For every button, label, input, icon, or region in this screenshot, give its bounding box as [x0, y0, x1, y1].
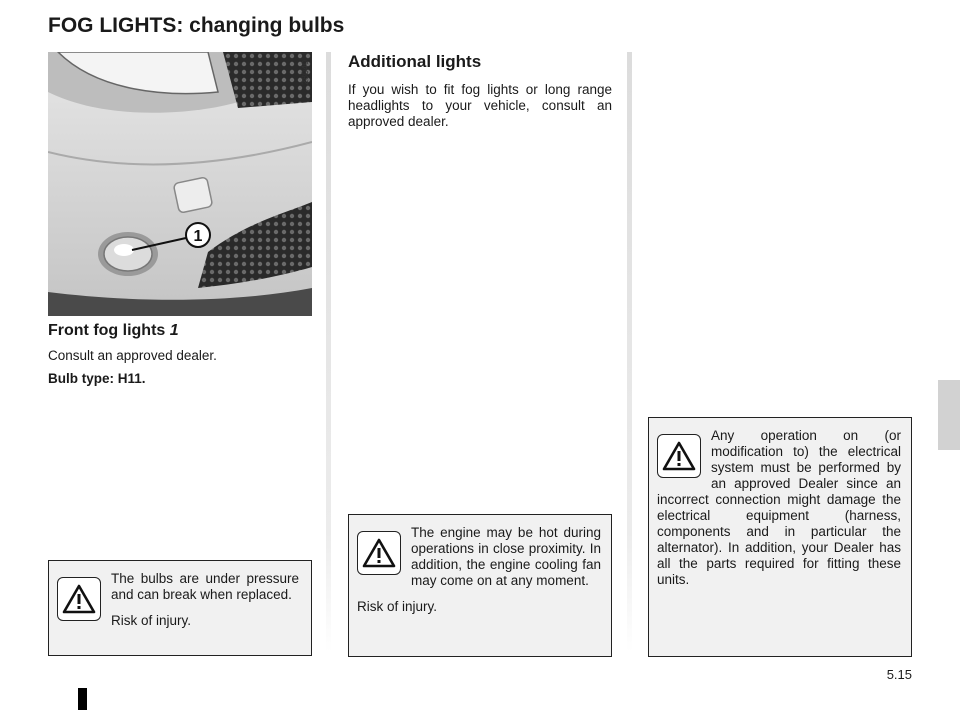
warning-engine-text: The engine may be hot during operations in close proximity. In addition, the engine cooling fan may come on at any moment.: [411, 525, 601, 588]
warning-triangle-icon: [57, 577, 101, 621]
front-fog-section: [48, 322, 312, 387]
additional-heading: Additional lights: [348, 52, 482, 71]
additional-text: If you wish to fit fog lights or long range headlights to your vehicle, consult an approved dealer.: [348, 82, 612, 129]
bulb-type: Bulb type: H11.: [48, 371, 146, 386]
callout-number: 1: [193, 228, 203, 245]
warning-bulbs-text: The bulbs are under pressure and can break when replaced.: [111, 571, 299, 602]
warning-bulbs-risk: Risk of injury.: [111, 613, 192, 628]
warning-engine-risk: Risk of injury.: [357, 599, 438, 614]
warning-triangle-icon: [357, 531, 401, 575]
figure-code: 28040: [300, 60, 310, 86]
front-fog-heading: Front fog lights 1: [48, 322, 179, 339]
page-number: 5.15: [886, 667, 912, 682]
footer-mark: [78, 688, 87, 710]
additional-lights-section: [348, 52, 612, 130]
column-divider: [326, 52, 331, 652]
warning-box-electrical: [648, 417, 912, 657]
warning-box-bulbs: [48, 560, 312, 656]
heading-ref: 1: [169, 322, 179, 339]
warning-electrical-text: Any operation on (or modification to) the electrical system must be performed by an approved Dealer since an incorrect connection might damage the electrical equipment (harness, components and in particular the alternator). In addition, your Dealer has all the parts required for fitting these units.: [657, 428, 901, 587]
fog-light-photo: [48, 52, 312, 316]
warning-triangle-icon: [657, 434, 701, 478]
bumper-illustration: [48, 52, 312, 316]
chapter-tab: [938, 380, 960, 450]
column-divider: [627, 52, 632, 652]
front-fog-text: Consult an approved dealer.: [48, 348, 217, 363]
page-title: FOG LIGHTS: changing bulbs: [48, 14, 345, 37]
warning-box-engine: [348, 514, 612, 657]
